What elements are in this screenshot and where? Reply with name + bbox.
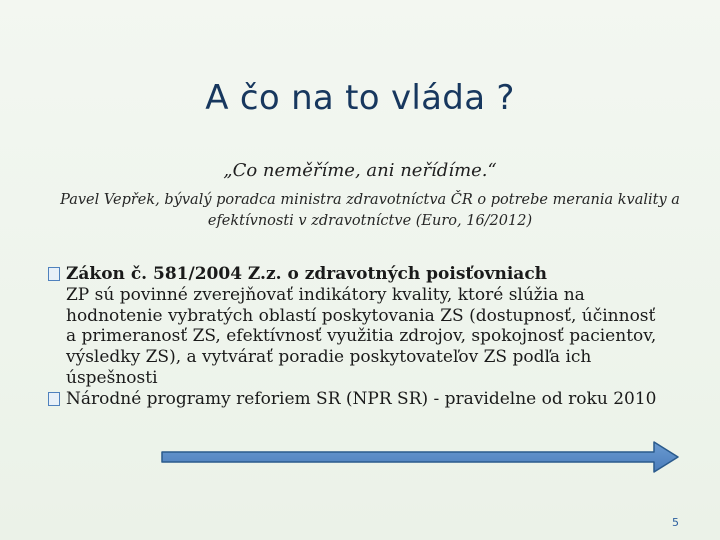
right-arrow-icon — [160, 440, 680, 474]
bullet-heading: Národné programy reforiem SR (NPR SR) - pravidelne od roku 2010 — [66, 388, 657, 409]
quote: „Co neměříme, ani neřídíme.“ — [223, 160, 497, 181]
square-bullet-icon — [48, 267, 60, 281]
bullet-item-npr — [48, 389, 668, 410]
page-number: 5 — [672, 516, 679, 529]
bullet-heading: Zákon č. 581/2004 Z.z. o zdravotných poisťovniach — [66, 264, 548, 284]
bullet-item-law — [48, 264, 668, 389]
quote-attribution: Pavel Vepřek, bývalý poradca ministra zdravotníctva ČR o potrebe merania kvality a efektívnosti v zdravotníctve (Euro, 16/2012) — [60, 192, 680, 229]
square-bullet-icon — [48, 392, 60, 406]
bullet-body: ZP sú povinné zverejňovať indikátory kvality, ktoré slúžia na hodnotenie vybratých oblastí poskytovania ZS (dostupnosť, účinnosť a primeranosť ZS, efektívnosť využitia zdrojov, spokojnosť pacientov, výsledky ZS), a vytvárať poradie poskytovateľov ZS podľa ich úspešnosti — [66, 284, 657, 388]
slide-title: A čo na to vláda ? — [205, 78, 515, 118]
bullet-list — [48, 264, 668, 410]
